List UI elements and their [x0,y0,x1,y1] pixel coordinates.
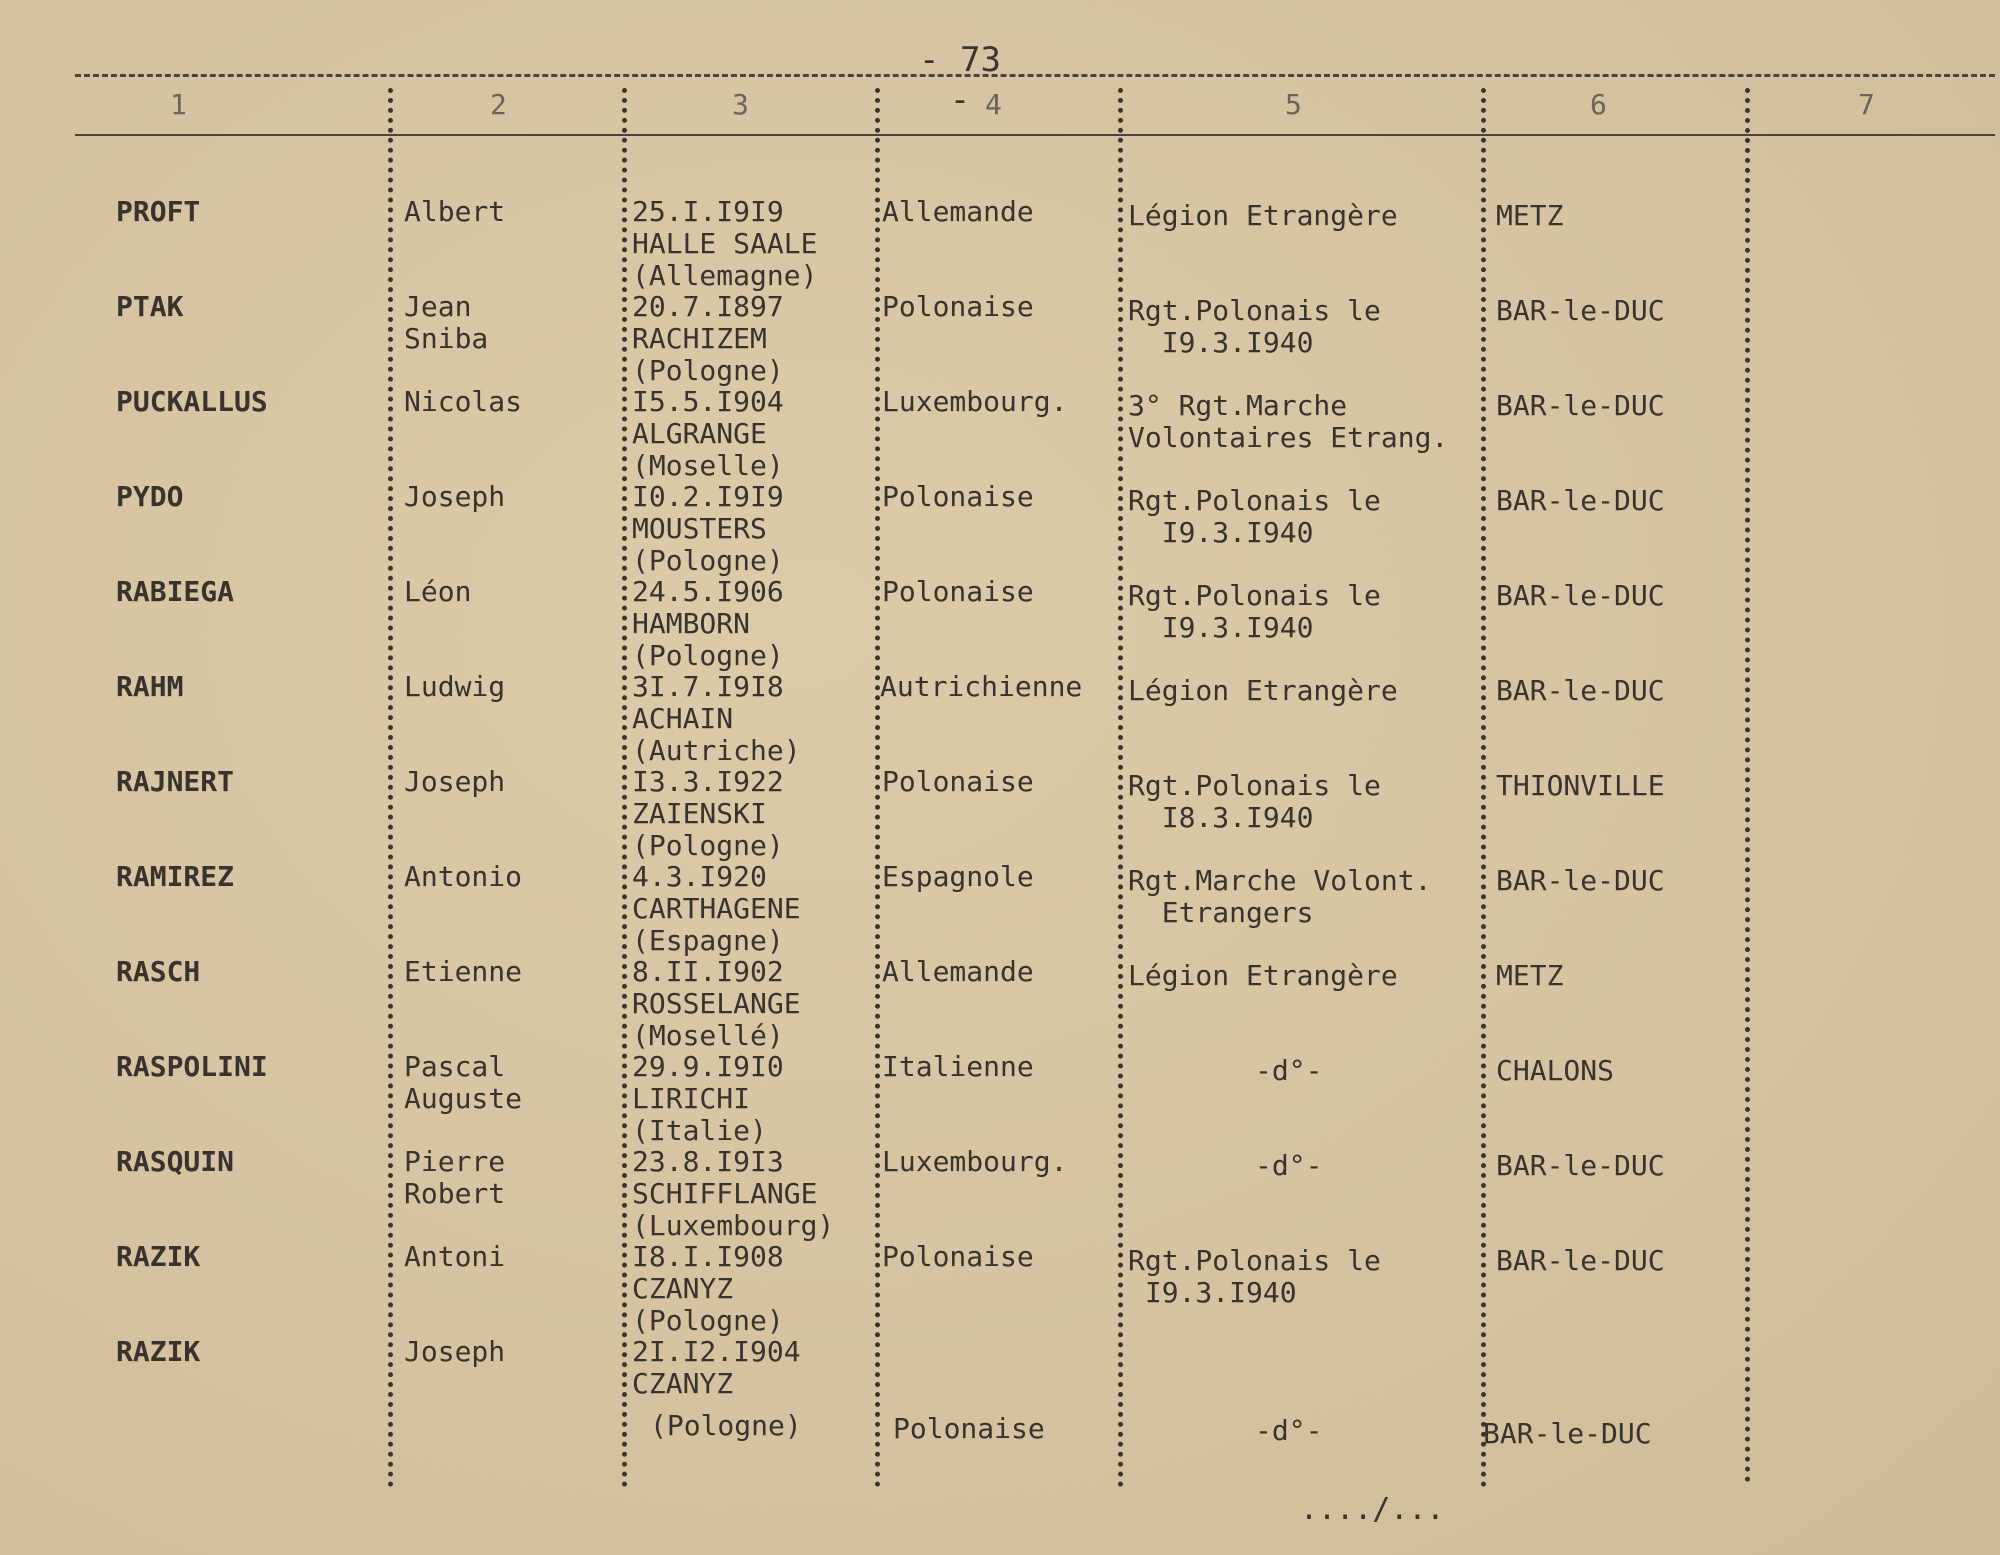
last-row-birth-country: (Pologne) [650,1409,802,1442]
column-separator [622,88,627,1488]
cell-surname: RASCH [116,955,201,988]
column-number-2: 2 [490,88,507,121]
cell-nationality: Luxembourg. [882,385,1068,418]
cell-unit: Légion Etrangère [1128,959,1398,992]
column-number-4: 4 [985,88,1002,121]
cell-nationality: Autrichienne [880,670,1083,703]
cell-birth: 20.7.I897 RACHIZEM (Pologne) [632,290,784,387]
cell-birth: 2I.I2.I904 CZANYZ [632,1335,801,1400]
cell-surname: RAMIREZ [116,860,235,893]
cell-birth: 4.3.I920 CARTHAGENE (Espagne) [632,860,801,957]
cell-firstname: Nicolas [404,385,523,418]
cell-surname: PTAK [116,290,184,323]
cell-unit: Rgt.Polonais le I9.3.I940 [1128,579,1381,644]
cell-birth: 29.9.I9I0 LIRICHI (Italie) [632,1050,784,1147]
cell-place: BAR-le-DUC [1496,1149,1665,1182]
cell-surname: PROFT [116,195,201,228]
cell-nationality: Polonaise [882,575,1034,608]
page-number: - 73 - [919,40,1001,120]
cell-birth: 24.5.I906 HAMBORN (Pologne) [632,575,784,672]
cell-place: BAR-le-DUC [1496,1244,1665,1277]
cell-firstname: Pascal Auguste [404,1050,523,1115]
cell-unit: Rgt.Marche Volont. Etrangers [1128,864,1432,929]
header-rule-bottom [75,134,1995,136]
cell-surname: RASPOLINI [116,1050,268,1083]
cell-unit: Rgt.Polonais le I9.3.I940 [1128,294,1381,359]
cell-surname: RABIEGA [116,575,235,608]
column-separator [1481,88,1486,1488]
cell-place: BAR-le-DUC [1496,389,1665,422]
cell-firstname: Albert [404,195,506,228]
cell-birth: 8.II.I902 ROSSELANGE (Mosellé) [632,955,801,1052]
last-row-place: BAR-le-DUC [1483,1417,1652,1450]
cell-place: BAR-le-DUC [1496,579,1665,612]
cell-surname: PUCKALLUS [116,385,268,418]
cell-birth: 23.8.I9I3 SCHIFFLANGE (Luxembourg) [632,1145,835,1242]
cell-birth: I8.I.I908 CZANYZ (Pologne) [632,1240,784,1337]
column-number-5: 5 [1285,88,1302,121]
column-number-6: 6 [1590,88,1607,121]
cell-nationality: Allemande [882,955,1034,988]
cell-firstname: Joseph [404,765,506,798]
cell-place: BAR-le-DUC [1496,484,1665,517]
cell-place: BAR-le-DUC [1496,864,1665,897]
cell-firstname: Antoni [404,1240,506,1273]
cell-birth: 25.I.I9I9 HALLE SAALE (Allemagne) [632,195,818,292]
cell-surname: RAHM [116,670,184,703]
cell-firstname: Joseph [404,480,506,513]
cell-nationality: Luxembourg. [882,1145,1068,1178]
column-separator [875,88,880,1488]
cell-nationality: Allemande [882,195,1034,228]
cell-surname: PYDO [116,480,184,513]
cell-birth: 3I.7.I9I8 ACHAIN (Autriche) [632,670,801,767]
cell-birth: I5.5.I904 ALGRANGE (Moselle) [632,385,784,482]
cell-firstname: Pierre Robert [404,1145,506,1210]
cell-nationality: Italienne [882,1050,1034,1083]
cell-nationality: Polonaise [882,765,1034,798]
cell-firstname: Jean Sniba [404,290,489,355]
column-number-3: 3 [732,88,749,121]
last-row-nationality: Polonaise [893,1412,1045,1445]
cell-nationality: Polonaise [882,1240,1034,1273]
cell-surname: RAZIK [116,1335,201,1368]
cell-surname: RASQUIN [116,1145,235,1178]
column-separator [1118,88,1123,1488]
column-number-1: 1 [170,88,187,121]
cell-firstname: Ludwig [404,670,506,703]
cell-firstname: Antonio [404,860,523,893]
cell-place: BAR-le-DUC [1496,674,1665,707]
cell-firstname: Etienne [404,955,523,988]
cell-firstname: Léon [404,575,472,608]
cell-nationality: Espagnole [882,860,1034,893]
last-row-unit: -d°- [1255,1414,1323,1447]
cell-place: METZ [1496,199,1564,232]
cell-unit: Rgt.Polonais le I9.3.I940 [1128,484,1381,549]
cell-surname: RAJNERT [116,765,235,798]
cell-birth: I3.3.I922 ZAIENSKI (Pologne) [632,765,784,862]
cell-unit: Rgt.Polonais le I9.3.I940 [1128,1244,1381,1309]
cell-unit: Légion Etrangère [1128,674,1398,707]
cell-nationality: Polonaise [882,480,1034,513]
cell-place: THIONVILLE [1496,769,1665,802]
cell-place: BAR-le-DUC [1496,294,1665,327]
cell-nationality: Polonaise [882,290,1034,323]
column-separator [1745,88,1750,1483]
cell-unit: -d°- [1255,1054,1323,1087]
cell-unit: Légion Etrangère [1128,199,1398,232]
header-rule-top [75,74,1995,77]
cell-firstname: Joseph [404,1335,506,1368]
cell-place: METZ [1496,959,1564,992]
cell-unit: -d°- [1255,1149,1323,1182]
column-separator [388,88,393,1488]
continuation-mark: ..../... [1300,1492,1445,1527]
cell-unit: Rgt.Polonais le I8.3.I940 [1128,769,1381,834]
column-number-7: 7 [1858,88,1875,121]
cell-place: CHALONS [1496,1054,1615,1087]
cell-surname: RAZIK [116,1240,201,1273]
cell-birth: I0.2.I9I9 MOUSTERS (Pologne) [632,480,784,577]
cell-unit: 3° Rgt.Marche Volontaires Etrang. [1128,389,1449,454]
